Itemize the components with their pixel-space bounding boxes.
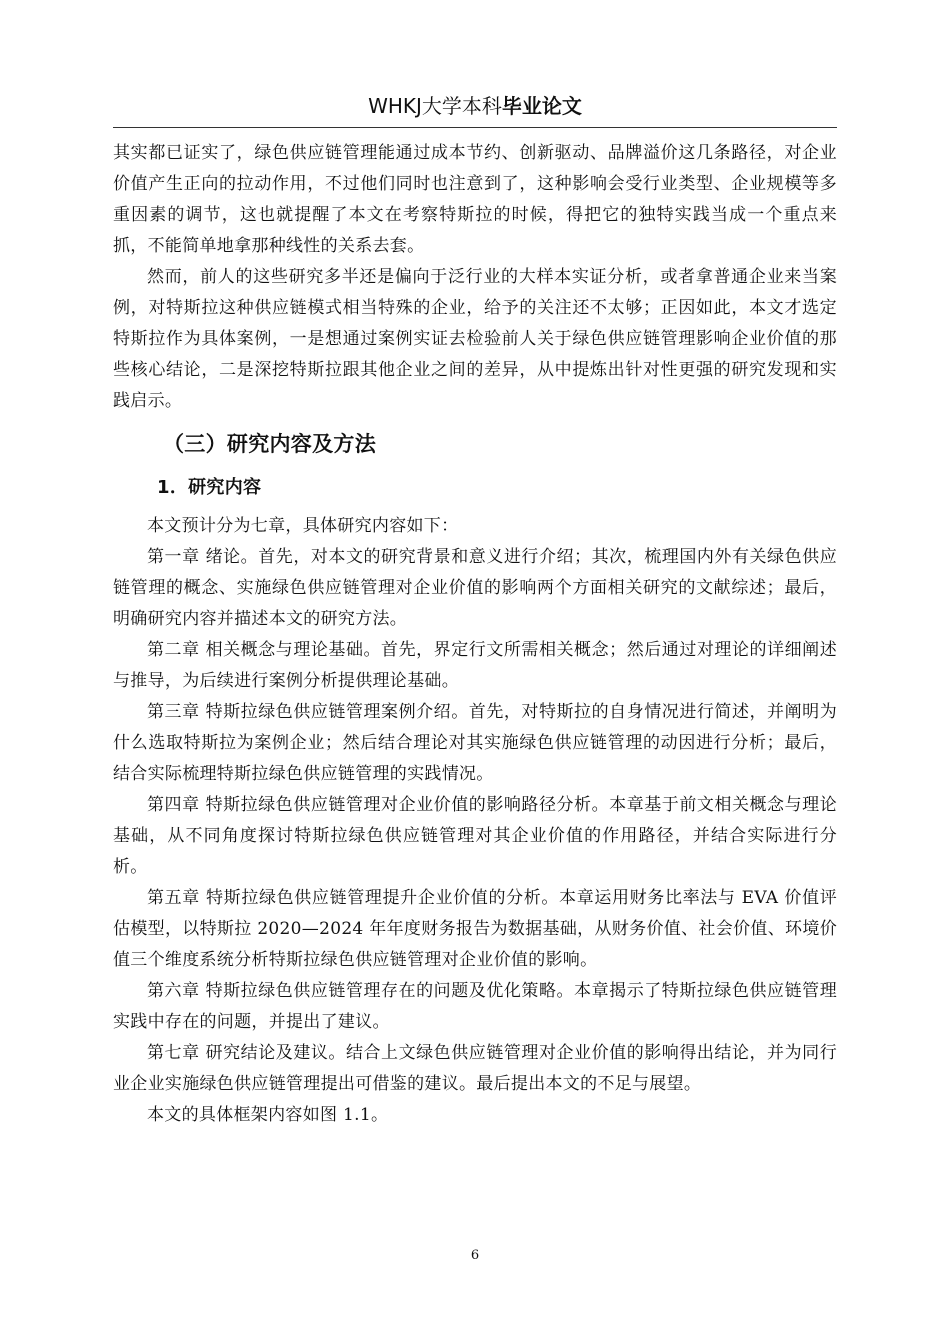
paragraph-closing: 本文的具体框架内容如图 1.1。: [147, 1105, 389, 1125]
paragraph-intro: 本文预计分为七章，具体研究内容如下：: [147, 516, 459, 536]
chapter-paragraph-7: 第七章 研究结论及建议。结合上文绿色供应链管理对企业价值的影响得出结论，并为同行业企业实施绿色供应链管理提出可借鉴的建议。最后提出本文的不足与展望。: [113, 1043, 837, 1094]
chapter-paragraph-1: 第一章 绪论。首先，对本文的研究背景和意义进行介绍；其次，梳理国内外有关绿色供应链管理的概念、实施绿色供应链管理对企业价值的影响两个方面相关研究的文献综述；最后，明确研究内容并描述本文的研究方法。: [113, 547, 837, 629]
header-title-main: WHKJ大学本科: [368, 94, 502, 118]
chapter-paragraph-4: 第四章 特斯拉绿色供应链管理对企业价值的影响路径分析。本章基于前文相关概念与理论基础，从不同角度探讨特斯拉绿色供应链管理对其企业价值的作用路径，并结合实际进行分析。: [113, 795, 837, 877]
chapter-paragraph-3: 第三章 特斯拉绿色供应链管理案例介绍。首先，对特斯拉的自身情况进行简述，并阐明为什么选取特斯拉为案例企业；然后结合理论对其实施绿色供应链管理的动因进行分析；最后，结合实际梳理特斯拉绿色供应链管理的实践情况。: [113, 702, 837, 784]
document-body: [113, 138, 837, 1131]
chapter-paragraph-5: 第五章 特斯拉绿色供应链管理提升企业价值的分析。本章运用财务比率法与 EVA 价值评估模型，以特斯拉 2020—2024 年年度财务报告为数据基础，从财务价值、社会价值、环境价值三个维度系统分析特斯拉绿色供应链管理对企业价值的影响。: [113, 888, 837, 970]
paragraph-continuation: 其实都已证实了，绿色供应链管理能通过成本节约、创新驱动、品牌溢价这几条路径，对企业价值产生正向的拉动作用，不过他们同时也注意到了，这种影响会受行业类型、企业规模等多重因素的调节，这也就提醒了本文在考察特斯拉的时候，得把它的独特实践当成一个重点来抓，不能简单地拿那种线性的关系去套。: [113, 143, 837, 256]
paragraph: 然而，前人的这些研究多半还是偏向于泛行业的大样本实证分析，或者拿普通企业来当案例，对特斯拉这种供应链模式相当特殊的企业，给予的关注还不太够；正因如此，本文才选定特斯拉作为具体案例，一是想通过案例实证去检验前人关于绿色供应链管理影响企业价值的那些核心结论，二是深挖特斯拉跟其他企业之间的差异，从中提炼出针对性更强的研究发现和实践启示。: [113, 267, 837, 411]
page-header: [0, 92, 950, 120]
page-number: 6: [470, 1248, 480, 1263]
chapter-paragraph-6: 第六章 特斯拉绿色供应链管理存在的问题及优化策略。本章揭示了特斯拉绿色供应链管理实践中存在的问题，并提出了建议。: [113, 981, 837, 1032]
chapter-paragraph-2: 第二章 相关概念与理论基础。首先，界定行文所需相关概念；然后通过对理论的详细阐述与推导，为后续进行案例分析提供理论基础。: [113, 640, 837, 691]
subsection-heading: 1．研究内容: [157, 477, 262, 498]
header-rule: [113, 127, 837, 128]
section-heading: （三）研究内容及方法: [163, 432, 376, 456]
header-title-bold: 毕业论文: [501, 94, 582, 118]
